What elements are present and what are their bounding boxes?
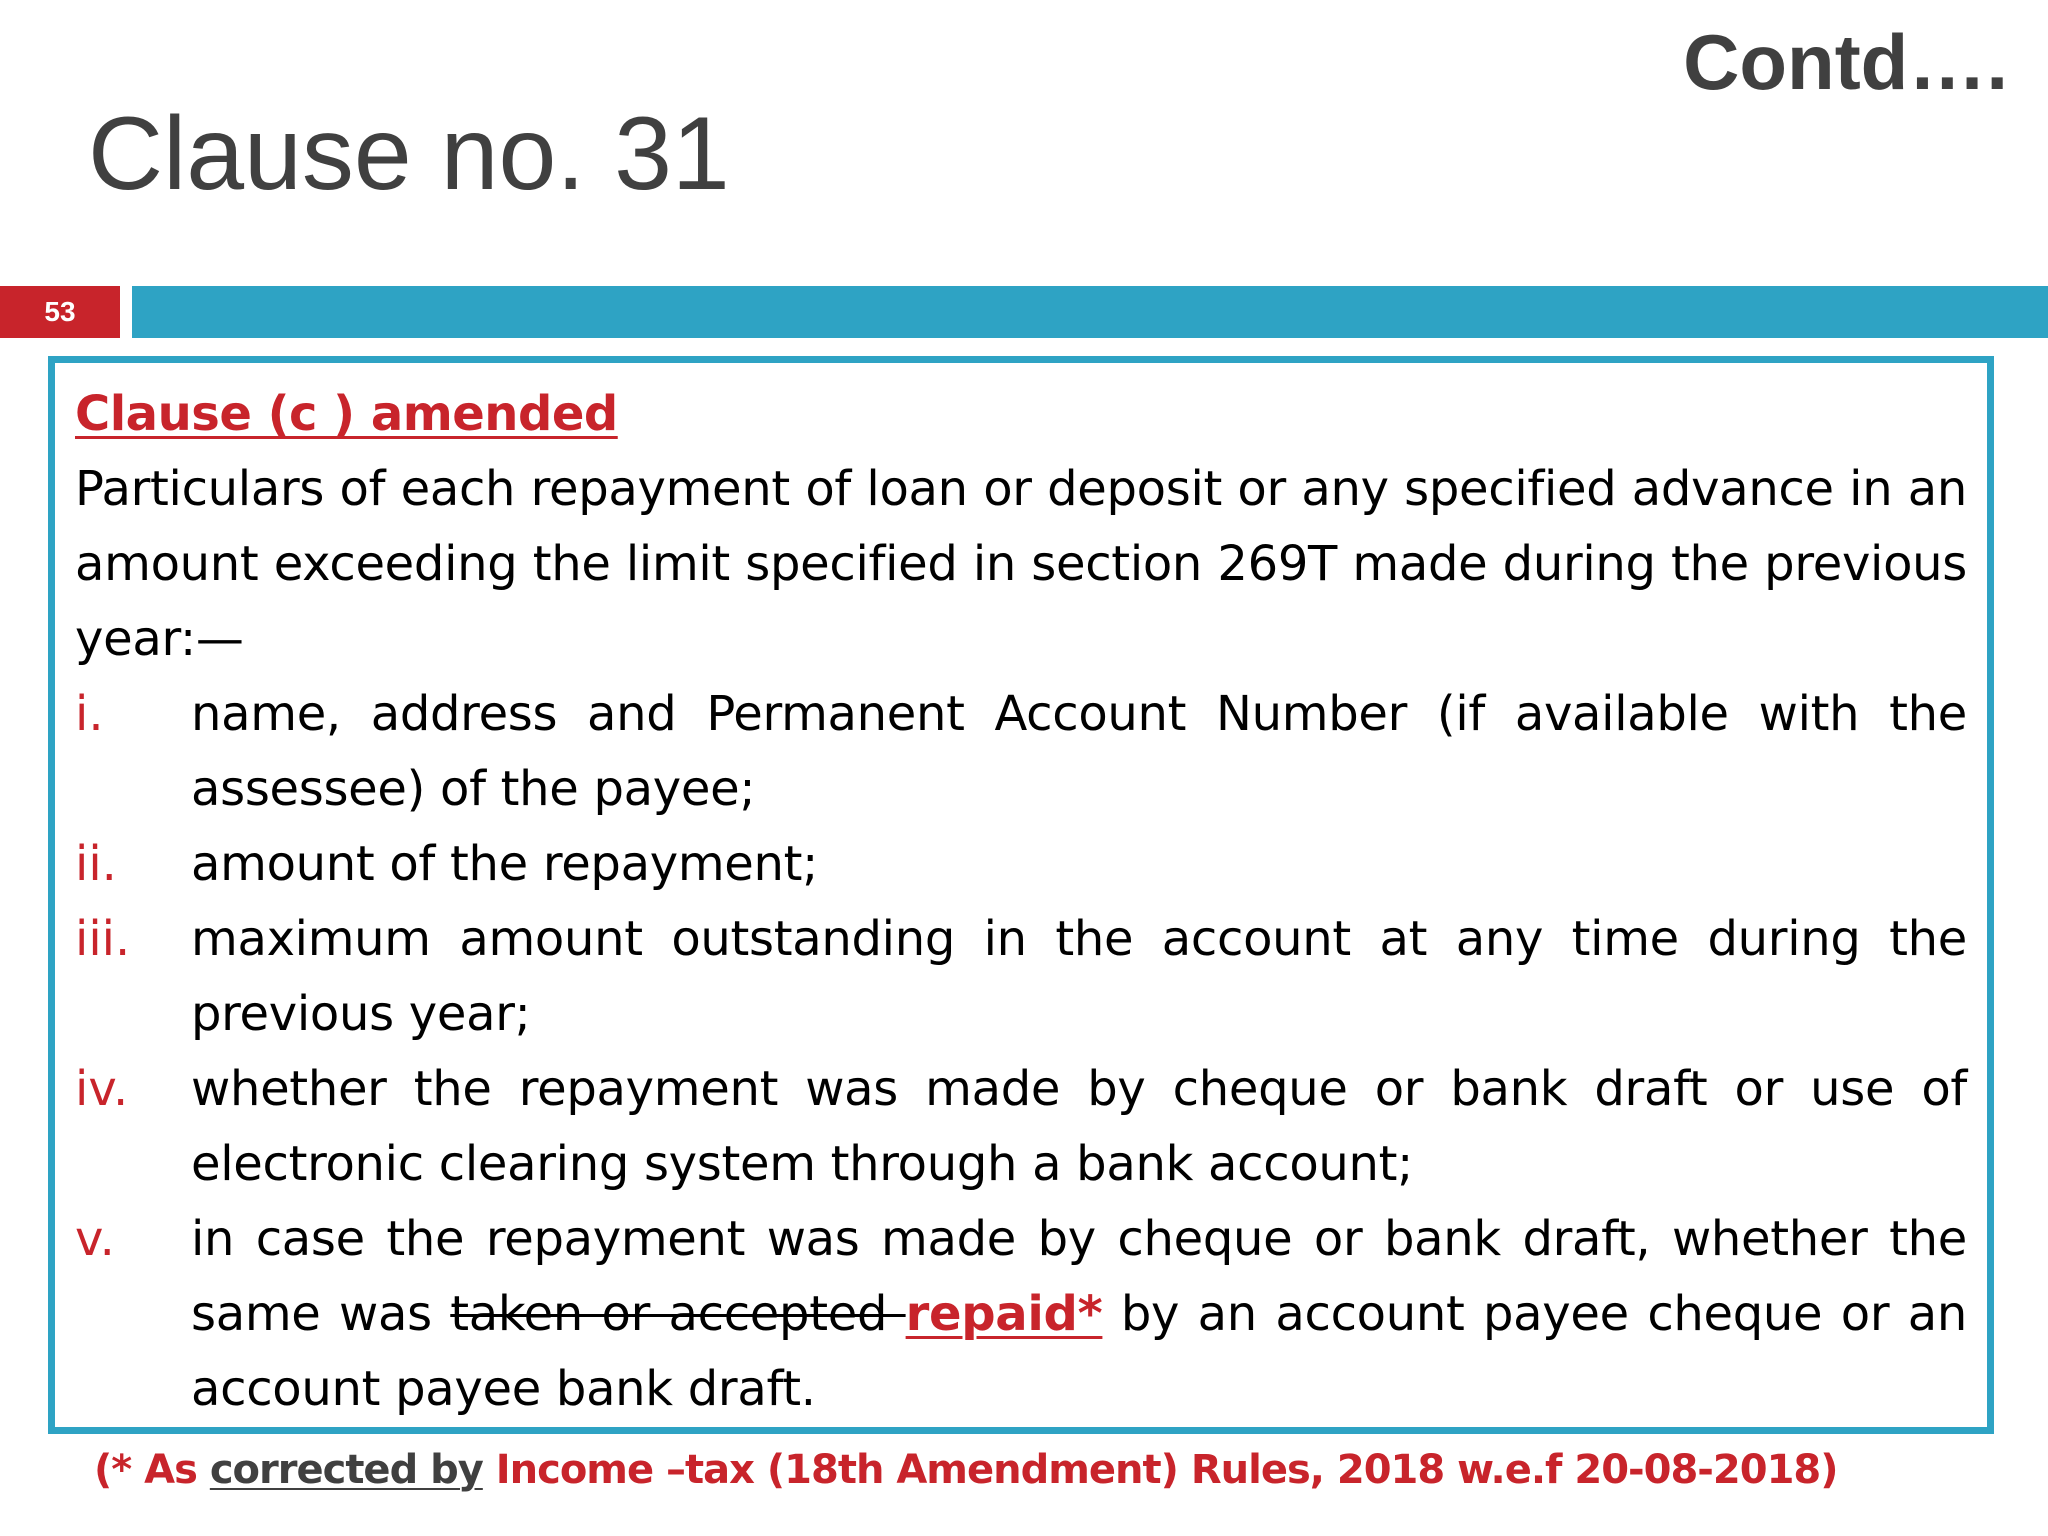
contd-label: Contd….	[1683, 18, 2008, 106]
inserted-text: repaid*	[905, 1286, 1103, 1342]
footnote-part-1: (* As	[94, 1447, 210, 1493]
list-item-text: amount of the repayment;	[191, 836, 819, 892]
list-item-text	[191, 1202, 1967, 1427]
item-text-before: in case the repayment was made by cheque or bank draft, whether the same was	[191, 1211, 1967, 1342]
list-marker: v.	[75, 1211, 115, 1267]
slide-title: Clause no. 31	[88, 96, 730, 212]
struck-out-text: taken or accepted	[450, 1286, 906, 1342]
slide-number-badge: 53	[0, 286, 120, 338]
particulars-list	[75, 677, 1967, 1427]
list-item	[75, 827, 1967, 902]
list-item	[75, 1052, 1967, 1202]
list-item-text: whether the repayment was made by cheque or bank draft or use of electronic clearing system through a bank account;	[191, 1061, 1967, 1192]
list-marker: iii.	[75, 911, 131, 967]
list-item	[75, 677, 1967, 827]
clause-heading: Clause (c ) amended	[75, 386, 618, 442]
list-item	[75, 1202, 1967, 1427]
footnote-part-3: Income –tax (18th Amendment) Rules, 2018 w.e.f 20-08-2018)	[482, 1447, 1838, 1493]
content-box	[48, 356, 1994, 1434]
list-item-text: name, address and Permanent Account Number (if available with the assessee) of the payee;	[191, 686, 1967, 817]
list-item-text: maximum amount outstanding in the account at any time during the previous year;	[191, 911, 1967, 1042]
footnote-corrected-by: corrected by	[209, 1447, 483, 1493]
list-item	[75, 902, 1967, 1052]
list-marker: ii.	[75, 836, 117, 892]
intro-paragraph: Particulars of each repayment of loan or deposit or any specified advance in an amount exceeding the limit specified in section 269T made during the previous year:—	[75, 461, 1967, 667]
list-marker: i.	[75, 686, 104, 742]
list-marker: iv.	[75, 1061, 129, 1117]
item-text-after: by an account payee cheque or an account payee bank draft.	[191, 1286, 1967, 1417]
amendment-footnote	[94, 1446, 1838, 1494]
title-divider-band	[132, 286, 2048, 338]
